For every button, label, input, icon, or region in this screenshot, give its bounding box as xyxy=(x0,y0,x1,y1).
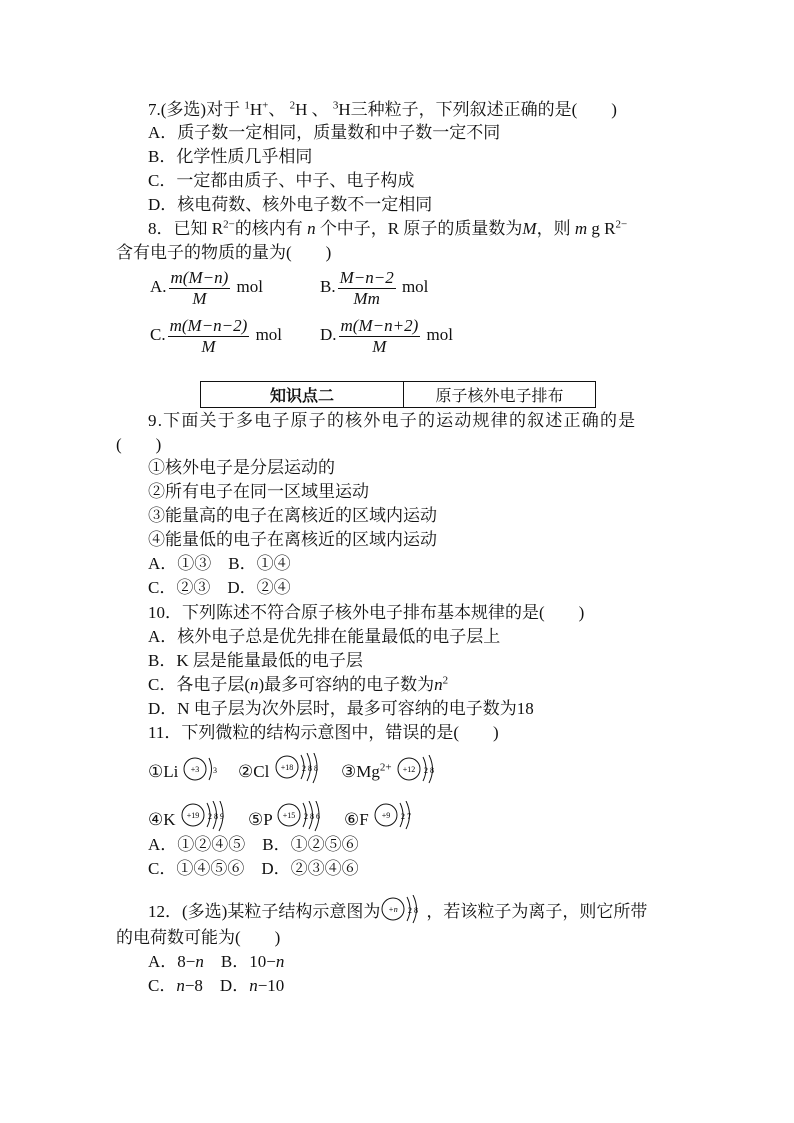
svg-text:2 8 6: 2 8 6 xyxy=(304,812,321,822)
q9-statement-2: ②所有电子在同一区域里运动 xyxy=(148,482,369,501)
section-name: 原子核外电子排布 xyxy=(435,388,564,405)
atom-diagram-n xyxy=(380,895,426,931)
q9-statement-3: ③能量高的电子在离核近的区域内运动 xyxy=(148,506,437,525)
atom-diagram-li xyxy=(182,755,228,791)
q9-stem: 9.下面关于多电子原子的核外电子的运动规律的叙述正确的是 xyxy=(148,411,637,430)
q9-statement-1: ①核外电子是分层运动的 xyxy=(148,458,335,477)
q10-stem: 10．下列陈述不符合原子核外电子排布基本规律的是( ) xyxy=(148,603,585,622)
q7-option-a: A．质子数一定相同，质量数和中子数一定不同 xyxy=(148,123,501,142)
svg-text:2 8 8: 2 8 8 xyxy=(301,764,318,774)
q9-statement-4: ④能量低的电子在离核近的区域内运动 xyxy=(148,530,437,549)
fraction: $\frac{M-n-2}{Mm}$ xyxy=(339,267,394,308)
svg-text:2 8 9: 2 8 9 xyxy=(207,812,224,822)
svg-text:2 8: 2 8 xyxy=(423,766,434,776)
q9-options-ab: A．①③ B．①④ xyxy=(148,554,291,573)
q12-stem-continued: 的电荷数可能为( ) xyxy=(116,928,281,947)
q11-item-f: ⑥F +9 2 7 xyxy=(344,800,423,840)
svg-text:+9: +9 xyxy=(381,811,391,821)
q7-option-c: C．一定都由质子、中子、电子构成 xyxy=(148,171,415,190)
q8-option-b: B. $\frac{M-n-2}{Mm}$ mol xyxy=(320,267,429,308)
atom-diagram-f xyxy=(373,801,423,841)
section-header xyxy=(200,381,596,408)
q8-option-c: C. $\frac{m(M-n-2)}{M}$ mol xyxy=(150,315,283,356)
svg-text:+18: +18 xyxy=(280,763,293,773)
atom-diagram-cl xyxy=(274,753,336,793)
q7-option-d: D．核电荷数、核外电子数不一定相同 xyxy=(148,195,433,214)
q9-stem-continued: ( ) xyxy=(116,435,162,454)
q11-item-p: ⑤P +15 2 8 6 xyxy=(248,800,336,840)
fraction: $\frac{m(M-n+2)}{M}$ xyxy=(340,315,419,356)
q11-item-k: ④K +19 2 8 9 xyxy=(148,800,240,840)
q10-option-b: B．K 层是能量最低的电子层 xyxy=(148,651,363,670)
fraction: $\frac{m(M-n-2)}{M}$ xyxy=(169,315,248,356)
section-title: 知识点二 xyxy=(201,382,404,407)
q10-option-a: A．核外电子总是优先排在能量最低的电子层上 xyxy=(148,627,501,646)
q8-option-d: D. $\frac{m(M-n+2)}{M}$ mol xyxy=(320,315,453,356)
q12-options-cd: C．n−8 D．n−10 xyxy=(148,976,285,995)
q11-options-cd: C．①④⑤⑥ D．②③④⑥ xyxy=(148,859,359,878)
q12-stem: 12．(多选)某粒子结构示意图为 +n 2 8 ，若该粒子为离子，则它所带 xyxy=(148,892,647,932)
svg-text:+n: +n xyxy=(388,905,399,915)
q11-item-li: ①Li +3 3 xyxy=(148,752,228,792)
q10-option-d: D．N 电子层为次外层时，最多可容纳的电子数为18 xyxy=(148,699,534,718)
svg-text:+19: +19 xyxy=(186,811,200,821)
q8-option-a: A. $\frac{m(M-n)}{M}$ mol xyxy=(150,267,263,308)
svg-text:2 7: 2 7 xyxy=(400,812,411,822)
q9-options-cd: C．②③ D．②④ xyxy=(148,578,291,597)
q11-options-ab: A．①②④⑤ B．①②⑤⑥ xyxy=(148,835,359,854)
q8-stem-continued: 含有电子的物质的量为( ) xyxy=(116,243,332,262)
svg-text:3: 3 xyxy=(212,766,217,776)
q7-option-b: B．化学性质几乎相同 xyxy=(148,147,313,166)
fraction: $\frac{m(M-n)}{M}$ xyxy=(170,267,229,308)
atom-diagram-mg xyxy=(396,755,446,791)
q11-item-mg: $③Mg^{2+}$ +12 2 8 xyxy=(341,752,446,792)
q11-stem: 11．下列微粒的结构示意图中，错误的是( ) xyxy=(148,723,499,742)
q10-option-c: C．各电子层(n)最多可容纳的电子数为$n^2$ xyxy=(148,674,449,694)
svg-text:+15: +15 xyxy=(283,811,296,821)
q7-stem: 7.(多选)对于 $^1$H+、 $^2$H 、 $^3$H三种粒子，下列叙述正确的是( ) xyxy=(148,99,617,119)
svg-text:+12: +12 xyxy=(402,765,416,775)
svg-text:2 8: 2 8 xyxy=(408,906,419,916)
q11-item-cl: ②Cl +18 2 8 8 xyxy=(238,752,336,792)
q12-options-ab: A．8−n B．10−n xyxy=(148,952,285,971)
q8-stem: 8．已知 $R^{2-}$的核内有 n 个中子，R 原子的质量数为M，则 m g $R^{2-}$ xyxy=(148,218,628,238)
svg-text:+3: +3 xyxy=(190,765,199,775)
